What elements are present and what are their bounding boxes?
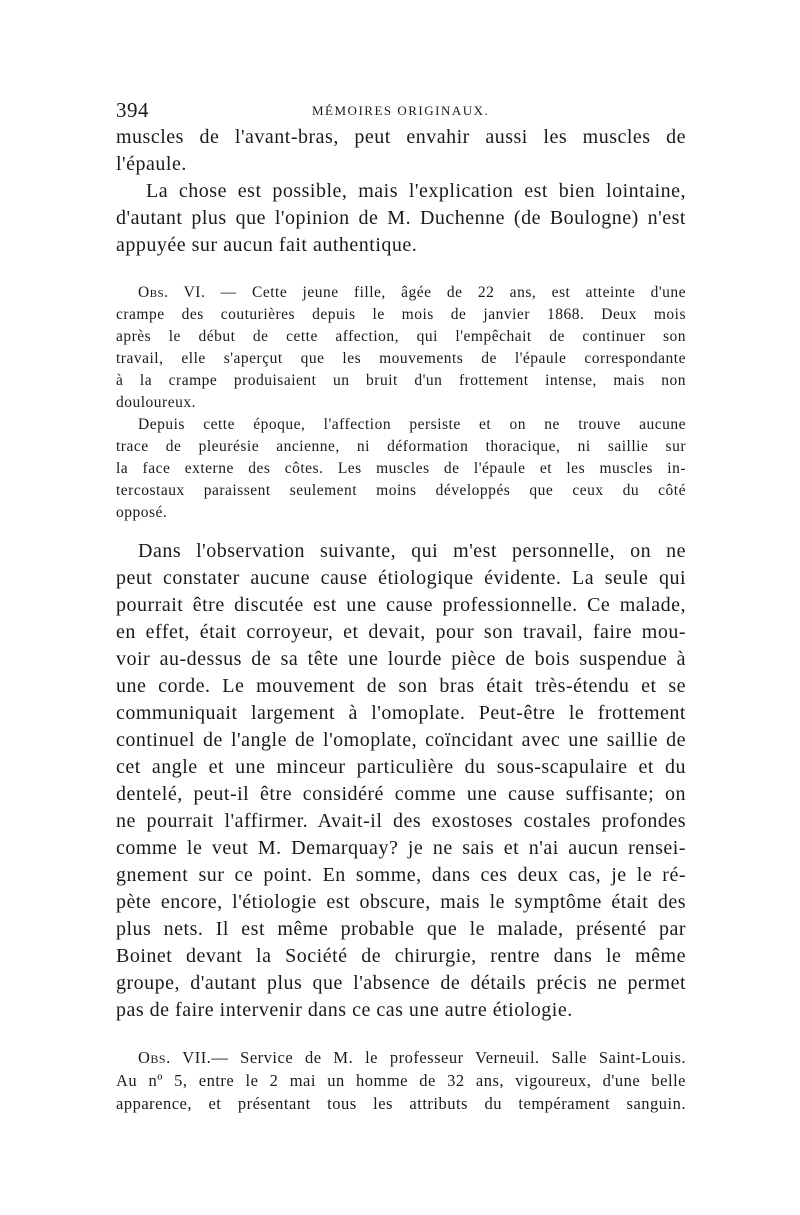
text-line: pas de faire intervenir dans ce cas une autre étiologie. [116,999,573,1021]
text-line: après le début de cette affection, qui l'empêchait de continuer son [116,328,686,345]
text-line: groupe, d'autant plus que l'absence de détails précis ne permet [116,972,686,994]
text-line: communiquait largement à l'omoplate. Peut-être le frottement [116,702,686,724]
text-line: ne pourrait l'affirmer. Avait-il des exostoses costales profondes [116,810,686,832]
running-title: MÉMOIRES ORIGINAUX. [312,103,490,118]
text-line: continuel de l'angle de l'omoplate, coïncidant avec une saillie de [116,729,686,751]
text-line: Depuis cette époque, l'affection persiste et on ne trouve aucune [138,416,686,433]
text-line: en effet, était corroyeur, et devait, pour son travail, faire mou- [116,621,686,643]
text-line: douloureux. [116,394,196,411]
text-line: peut constater aucune cause étiologique évidente. La seule qui [116,567,686,589]
text-line: d'autant plus que l'opinion de M. Duchenne (de Boulogne) n'est [116,207,686,229]
text-line: à la crampe produisaient un bruit d'un frottement intense, mais non [116,372,686,389]
page [116,92,686,1115]
text-line: plus nets. Il est même probable que le malade, présenté par [116,918,686,940]
text-line: appuyée sur aucun fait authentique. [116,234,418,256]
text-line [116,1046,686,1069]
text-line: trace de pleurésie ancienne, ni déformation thoracique, ni saillie sur [116,438,686,455]
text-line [116,282,686,304]
text-line: pète encore, l'étiologie est obscure, mais le symptôme était des [116,891,686,913]
text-line: crampe des couturières depuis le mois de janvier 1868. Deux mois [116,306,686,323]
running-header [116,92,686,122]
page-number: 394 [116,98,149,122]
text-line: cet angle et une minceur particulière du sous-scapulaire et du [116,756,686,778]
text-line: tercostaux paraissent seulement moins développés que ceux du côté [116,482,686,499]
observation-vi [116,282,686,524]
text-line: l'épaule. [116,153,187,175]
text-line: Au nº 5, entre le 2 mai un homme de 32 ans, vigoureux, d'une belle [116,1071,686,1090]
text-line: travail, elle s'aperçut que les mouvements de l'épaule correspondante [116,350,686,367]
observation-text: — Cette jeune fille, âgée de 22 ans, est atteinte d'une [205,284,687,301]
paragraph-discussion [116,538,686,1024]
observation-label: Obs. VII. [138,1048,212,1067]
text-line: pourrait être discutée est une cause professionnelle. Ce malade, [116,594,686,616]
text-line: opposé. [116,504,168,521]
paragraph-intro [116,124,686,259]
observation-vii [116,1046,686,1115]
text-line: la face externe des côtes. Les muscles de l'épaule et les muscles in- [116,460,686,477]
text-line: La chose est possible, mais l'explication est bien lointaine, [146,180,686,202]
text-line: une corde. Le mouvement de son bras était très-étendu et se [116,675,686,697]
text-line: Boinet devant la Société de chirurgie, rentre dans le même [116,945,686,967]
text-line: comme le veut M. Demarquay? je ne sais et n'ai aucun rensei- [116,837,686,859]
text-line: voir au-dessus de sa tête une lourde pièce de bois suspendue à [116,648,686,670]
text-line: dentelé, peut-il être considéré comme une cause suffisante; on [116,783,686,805]
text-line: gnement sur ce point. En somme, dans ces deux cas, je le ré- [116,864,686,886]
observation-text: — Service de M. le professeur Verneuil. Salle Saint-Louis. [211,1048,686,1067]
observation-label: Obs. VI. [138,284,206,301]
text-line: apparence, et présentant tous les attributs du tempérament sanguin. [116,1094,686,1113]
text-line: muscles de l'avant-bras, peut envahir aussi les muscles de [116,126,686,148]
text-line: Dans l'observation suivante, qui m'est personnelle, on ne [138,540,686,562]
